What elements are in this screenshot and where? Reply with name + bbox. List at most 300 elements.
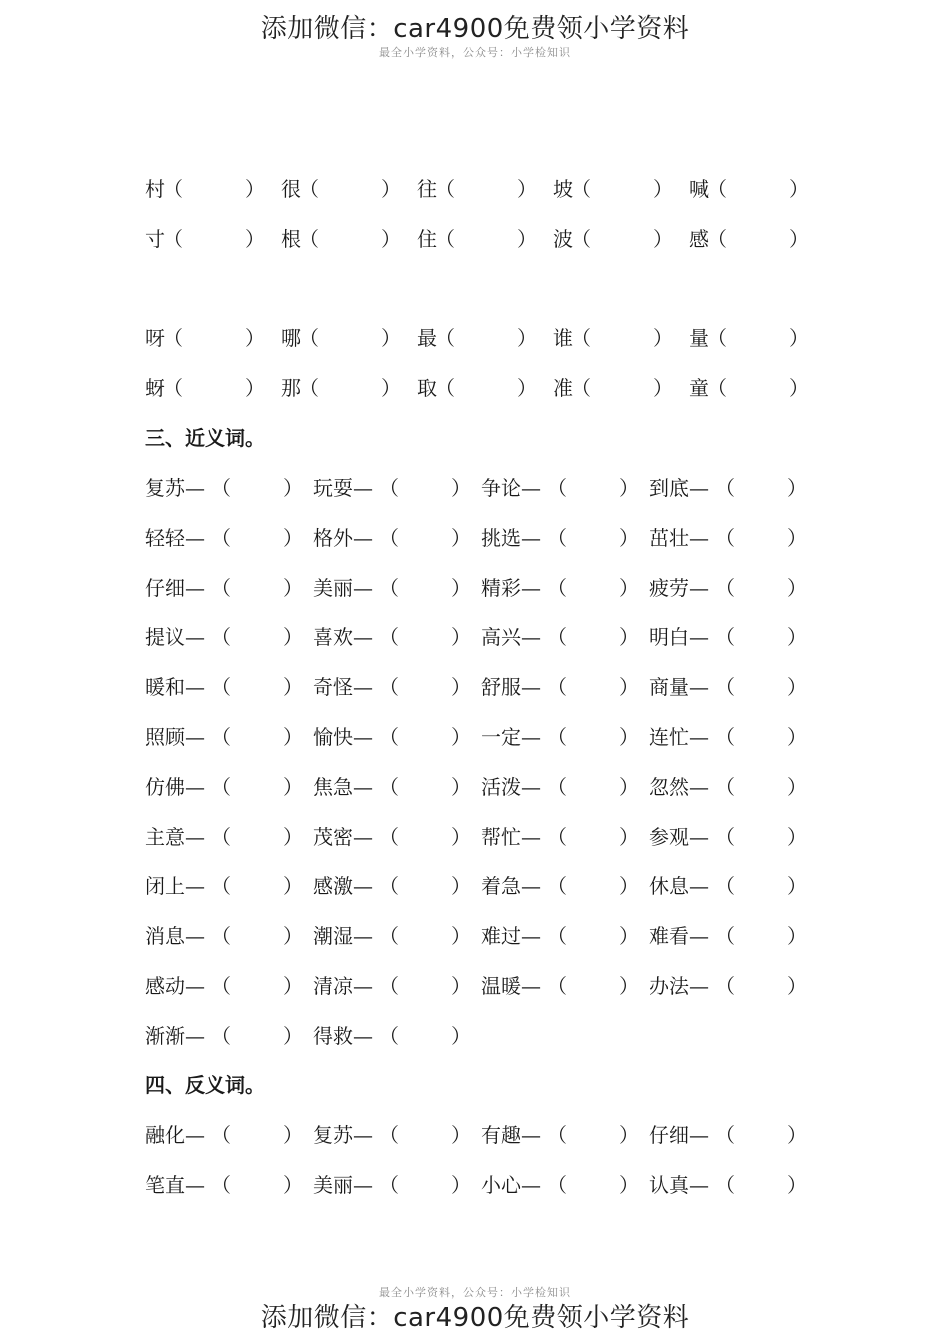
word-row <box>145 573 815 603</box>
dash: — <box>521 525 541 550</box>
paren-open: （ <box>379 725 399 749</box>
paren-close: ） <box>787 824 807 849</box>
char-label: 童 <box>689 376 709 400</box>
paren-open: （ <box>715 675 735 700</box>
paren-open: （ <box>379 575 399 600</box>
word-cell <box>649 1170 807 1200</box>
paren-open: （ <box>707 227 727 251</box>
dash: — <box>185 774 205 799</box>
word-cell <box>649 822 807 852</box>
paren-open: （ <box>547 1173 567 1197</box>
paren-open: （ <box>211 725 231 749</box>
word-cell <box>481 921 639 951</box>
dash: — <box>353 1023 373 1048</box>
paren-close: ） <box>787 974 807 998</box>
paren-open: （ <box>211 824 231 849</box>
word-label: 精彩 <box>481 575 521 600</box>
dash: — <box>689 1123 709 1147</box>
char-label: 哪 <box>281 326 301 350</box>
word-cell <box>145 1120 303 1150</box>
paren-close: ） <box>451 625 471 650</box>
paren-close: ） <box>787 874 807 899</box>
dash: — <box>185 924 205 949</box>
paren-close: ） <box>787 924 807 949</box>
dash: — <box>185 575 205 600</box>
paren-open: （ <box>547 725 567 749</box>
char-label: 寸 <box>145 227 165 251</box>
paren-open: （ <box>715 625 735 650</box>
dash: — <box>185 974 205 998</box>
paren-open: （ <box>547 1123 567 1147</box>
paren-close: ） <box>619 974 639 998</box>
paren-open: （ <box>435 376 455 400</box>
char-cell <box>145 323 265 353</box>
dash: — <box>689 774 709 799</box>
paren-open: （ <box>715 774 735 799</box>
word-label: 茁壮 <box>649 525 689 550</box>
paren-close: ） <box>517 376 537 400</box>
word-cell <box>481 672 639 702</box>
paren-open: （ <box>715 1123 735 1147</box>
word-label: 到底 <box>649 476 689 500</box>
paren-close: ） <box>619 725 639 749</box>
paren-open: （ <box>379 476 399 500</box>
paren-open: （ <box>379 874 399 899</box>
paren-open: （ <box>211 525 231 550</box>
char-label: 喊 <box>689 177 709 201</box>
paren-close: ） <box>517 326 537 350</box>
paren-open: （ <box>547 774 567 799</box>
paren-close: ） <box>381 227 401 251</box>
paren-open: （ <box>211 1173 231 1197</box>
paren-close: ） <box>787 1123 807 1147</box>
paren-close: ） <box>245 376 265 400</box>
paren-open: （ <box>571 227 591 251</box>
dash: — <box>185 824 205 849</box>
paren-open: （ <box>163 326 183 350</box>
word-label: 提议 <box>145 625 185 650</box>
dash: — <box>353 725 373 749</box>
paren-close: ） <box>381 177 401 201</box>
char-label: 村 <box>145 177 165 201</box>
paren-close: ） <box>653 177 673 201</box>
char-label: 量 <box>689 326 709 350</box>
word-cell <box>481 1170 639 1200</box>
paren-close: ） <box>619 675 639 700</box>
paren-open: （ <box>299 376 319 400</box>
dash: — <box>353 1173 373 1197</box>
word-cell <box>313 622 471 652</box>
paren-close: ） <box>619 824 639 849</box>
word-row <box>145 473 815 503</box>
paren-open: （ <box>547 476 567 500</box>
paren-open: （ <box>211 575 231 600</box>
bottom-watermark-banner: 添加微信：car4900免费领小学资料 <box>260 1303 690 1333</box>
paren-open: （ <box>163 227 183 251</box>
word-cell <box>145 672 303 702</box>
word-label: 得救 <box>313 1023 353 1048</box>
paren-open: （ <box>715 725 735 749</box>
word-cell <box>313 871 471 901</box>
word-row <box>145 772 815 802</box>
dash: — <box>353 824 373 849</box>
paren-close: ） <box>381 326 401 350</box>
paren-open: （ <box>707 376 727 400</box>
char-label: 准 <box>553 376 573 400</box>
word-label: 仔细 <box>145 575 185 600</box>
paren-close: ） <box>789 376 809 400</box>
char-cell <box>281 373 401 403</box>
char-cell <box>553 174 673 204</box>
word-label: 闭上 <box>145 874 185 899</box>
char-row <box>145 174 815 204</box>
dash: — <box>185 525 205 550</box>
dash: — <box>185 1123 205 1147</box>
paren-close: ） <box>245 326 265 350</box>
dash: — <box>185 625 205 650</box>
word-label: 一定 <box>481 725 521 749</box>
char-label: 往 <box>417 177 437 201</box>
paren-close: ） <box>245 177 265 201</box>
char-cell <box>417 373 537 403</box>
paren-open: （ <box>435 227 455 251</box>
word-label: 着急 <box>481 874 521 899</box>
paren-open: （ <box>715 924 735 949</box>
footer-faint-text: 最全小学资料，公众号：小学检知识 <box>379 1286 571 1299</box>
word-label: 感激 <box>313 874 353 899</box>
paren-open: （ <box>715 575 735 600</box>
dash: — <box>521 774 541 799</box>
word-row <box>145 672 815 702</box>
word-cell <box>313 722 471 752</box>
word-cell <box>145 1170 303 1200</box>
char-cell <box>281 224 401 254</box>
paren-open: （ <box>547 974 567 998</box>
word-cell <box>481 772 639 802</box>
paren-close: ） <box>619 1173 639 1197</box>
paren-close: ） <box>653 376 673 400</box>
paren-close: ） <box>283 675 303 700</box>
word-row <box>145 523 815 553</box>
word-label: 暖和 <box>145 675 185 700</box>
word-label: 疲劳 <box>649 575 689 600</box>
word-label: 茂密 <box>313 824 353 849</box>
word-label: 仿佛 <box>145 774 185 799</box>
paren-open: （ <box>379 974 399 998</box>
char-label: 根 <box>281 227 301 251</box>
char-label: 那 <box>281 376 301 400</box>
word-cell <box>313 971 471 1001</box>
word-label: 有趣 <box>481 1123 521 1147</box>
paren-open: （ <box>379 625 399 650</box>
paren-close: ） <box>787 575 807 600</box>
paren-open: （ <box>211 874 231 899</box>
paren-close: ） <box>787 1173 807 1197</box>
paren-close: ） <box>245 227 265 251</box>
paren-close: ） <box>787 774 807 799</box>
paren-open: （ <box>571 177 591 201</box>
char-label: 蚜 <box>145 376 165 400</box>
section-title-synonyms: 三、近义词。 <box>145 426 265 450</box>
paren-open: （ <box>715 874 735 899</box>
word-label: 格外 <box>313 525 353 550</box>
paren-close: ） <box>283 1023 303 1048</box>
dash: — <box>521 625 541 650</box>
paren-open: （ <box>435 326 455 350</box>
word-cell <box>313 921 471 951</box>
dash: — <box>521 924 541 949</box>
paren-close: ） <box>653 227 673 251</box>
word-label: 办法 <box>649 974 689 998</box>
word-label: 焦急 <box>313 774 353 799</box>
word-label: 消息 <box>145 924 185 949</box>
paren-close: ） <box>787 476 807 500</box>
char-label: 很 <box>281 177 301 201</box>
word-cell <box>145 622 303 652</box>
word-row <box>145 1120 815 1150</box>
char-cell <box>689 323 809 353</box>
paren-close: ） <box>789 227 809 251</box>
paren-close: ） <box>619 575 639 600</box>
dash: — <box>353 924 373 949</box>
paren-open: （ <box>547 824 567 849</box>
paren-open: （ <box>547 675 567 700</box>
word-label: 难看 <box>649 924 689 949</box>
word-cell <box>649 622 807 652</box>
paren-close: ） <box>283 924 303 949</box>
word-cell <box>649 921 807 951</box>
dash: — <box>689 476 709 500</box>
dash: — <box>353 675 373 700</box>
word-cell <box>649 722 807 752</box>
paren-close: ） <box>653 326 673 350</box>
word-label: 照顾 <box>145 725 185 749</box>
dash: — <box>185 725 205 749</box>
char-label: 波 <box>553 227 573 251</box>
word-label: 活泼 <box>481 774 521 799</box>
char-cell <box>417 174 537 204</box>
word-label: 美丽 <box>313 575 353 600</box>
char-cell <box>553 224 673 254</box>
dash: — <box>185 1023 205 1048</box>
word-cell <box>313 772 471 802</box>
word-cell <box>649 672 807 702</box>
paren-close: ） <box>787 675 807 700</box>
paren-close: ） <box>283 974 303 998</box>
dash: — <box>353 625 373 650</box>
paren-close: ） <box>619 874 639 899</box>
char-cell <box>553 373 673 403</box>
word-label: 休息 <box>649 874 689 899</box>
dash: — <box>185 1173 205 1197</box>
dash: — <box>689 1173 709 1197</box>
paren-open: （ <box>299 227 319 251</box>
word-cell <box>481 622 639 652</box>
paren-close: ） <box>283 1123 303 1147</box>
dash: — <box>689 675 709 700</box>
word-cell <box>145 921 303 951</box>
paren-close: ） <box>283 824 303 849</box>
word-row <box>145 871 815 901</box>
paren-open: （ <box>571 376 591 400</box>
paren-close: ） <box>451 1123 471 1147</box>
paren-open: （ <box>547 924 567 949</box>
dash: — <box>353 974 373 998</box>
paren-close: ） <box>787 725 807 749</box>
paren-close: ） <box>451 824 471 849</box>
dash: — <box>353 575 373 600</box>
paren-close: ） <box>619 774 639 799</box>
word-label: 温暖 <box>481 974 521 998</box>
paren-close: ） <box>283 525 303 550</box>
paren-close: ） <box>283 774 303 799</box>
dash: — <box>689 525 709 550</box>
word-label: 愉快 <box>313 725 353 749</box>
word-cell <box>649 523 807 553</box>
paren-open: （ <box>715 476 735 500</box>
word-label: 争论 <box>481 476 521 500</box>
dash: — <box>521 725 541 749</box>
paren-close: ） <box>283 476 303 500</box>
dash: — <box>521 824 541 849</box>
paren-close: ） <box>451 575 471 600</box>
char-row <box>145 373 815 403</box>
section-title-antonyms: 四、反义词。 <box>145 1073 265 1097</box>
word-cell <box>649 971 807 1001</box>
word-label: 仔细 <box>649 1123 689 1147</box>
paren-close: ） <box>451 924 471 949</box>
word-cell <box>145 871 303 901</box>
dash: — <box>689 575 709 600</box>
paren-open: （ <box>379 774 399 799</box>
paren-open: （ <box>211 1023 231 1048</box>
paren-open: （ <box>211 675 231 700</box>
word-label: 玩耍 <box>313 476 353 500</box>
word-cell <box>145 473 303 503</box>
paren-close: ） <box>451 974 471 998</box>
char-cell <box>417 323 537 353</box>
word-cell <box>649 473 807 503</box>
char-row <box>145 323 815 353</box>
word-row <box>145 622 815 652</box>
paren-open: （ <box>707 326 727 350</box>
word-label: 轻轻 <box>145 525 185 550</box>
word-label: 参观 <box>649 824 689 849</box>
dash: — <box>689 924 709 949</box>
word-label: 帮忙 <box>481 824 521 849</box>
paren-open: （ <box>547 874 567 899</box>
paren-open: （ <box>715 1173 735 1197</box>
paren-close: ） <box>451 1173 471 1197</box>
paren-open: （ <box>379 824 399 849</box>
paren-close: ） <box>517 227 537 251</box>
char-cell <box>281 174 401 204</box>
char-cell <box>145 174 265 204</box>
word-label: 奇怪 <box>313 675 353 700</box>
dash: — <box>689 824 709 849</box>
word-label: 复苏 <box>313 1123 353 1147</box>
paren-open: （ <box>299 177 319 201</box>
paren-close: ） <box>787 525 807 550</box>
char-label: 谁 <box>553 326 573 350</box>
word-cell <box>145 822 303 852</box>
paren-open: （ <box>435 177 455 201</box>
top-watermark-banner: 添加微信：car4900免费领小学资料 <box>260 14 690 44</box>
paren-close: ） <box>451 725 471 749</box>
word-label: 难过 <box>481 924 521 949</box>
paren-open: （ <box>211 924 231 949</box>
word-cell <box>649 871 807 901</box>
paren-open: （ <box>379 924 399 949</box>
paren-open: （ <box>715 525 735 550</box>
paren-open: （ <box>715 824 735 849</box>
paren-open: （ <box>211 476 231 500</box>
word-row <box>145 921 815 951</box>
char-cell <box>689 373 809 403</box>
word-label: 笔直 <box>145 1173 185 1197</box>
word-label: 挑选 <box>481 525 521 550</box>
dash: — <box>185 675 205 700</box>
dash: — <box>689 625 709 650</box>
word-label: 连忙 <box>649 725 689 749</box>
paren-open: （ <box>163 177 183 201</box>
char-cell <box>145 373 265 403</box>
paren-close: ） <box>619 625 639 650</box>
word-cell <box>145 971 303 1001</box>
paren-open: （ <box>211 774 231 799</box>
word-label: 清凉 <box>313 974 353 998</box>
char-label: 取 <box>417 376 437 400</box>
paren-open: （ <box>707 177 727 201</box>
word-cell <box>481 573 639 603</box>
char-label: 坡 <box>553 177 573 201</box>
word-cell <box>145 722 303 752</box>
paren-open: （ <box>299 326 319 350</box>
word-cell <box>145 1021 303 1051</box>
word-cell <box>481 523 639 553</box>
word-cell <box>649 772 807 802</box>
paren-open: （ <box>547 525 567 550</box>
paren-open: （ <box>547 575 567 600</box>
char-cell <box>417 224 537 254</box>
word-label: 忽然 <box>649 774 689 799</box>
paren-close: ） <box>789 177 809 201</box>
dash: — <box>185 874 205 899</box>
paren-close: ） <box>789 326 809 350</box>
word-label: 明白 <box>649 625 689 650</box>
word-cell <box>481 822 639 852</box>
paren-close: ） <box>283 625 303 650</box>
word-label: 认真 <box>649 1173 689 1197</box>
paren-open: （ <box>211 1123 231 1147</box>
word-label: 舒服 <box>481 675 521 700</box>
paren-close: ） <box>517 177 537 201</box>
paren-open: （ <box>211 974 231 998</box>
paren-open: （ <box>379 525 399 550</box>
word-cell <box>481 971 639 1001</box>
word-cell <box>313 1120 471 1150</box>
word-label: 小心 <box>481 1173 521 1197</box>
word-cell <box>649 573 807 603</box>
paren-open: （ <box>571 326 591 350</box>
paren-close: ） <box>381 376 401 400</box>
paren-open: （ <box>379 675 399 700</box>
dash: — <box>353 525 373 550</box>
dash: — <box>353 874 373 899</box>
dash: — <box>521 675 541 700</box>
dash: — <box>689 974 709 998</box>
word-cell <box>313 573 471 603</box>
